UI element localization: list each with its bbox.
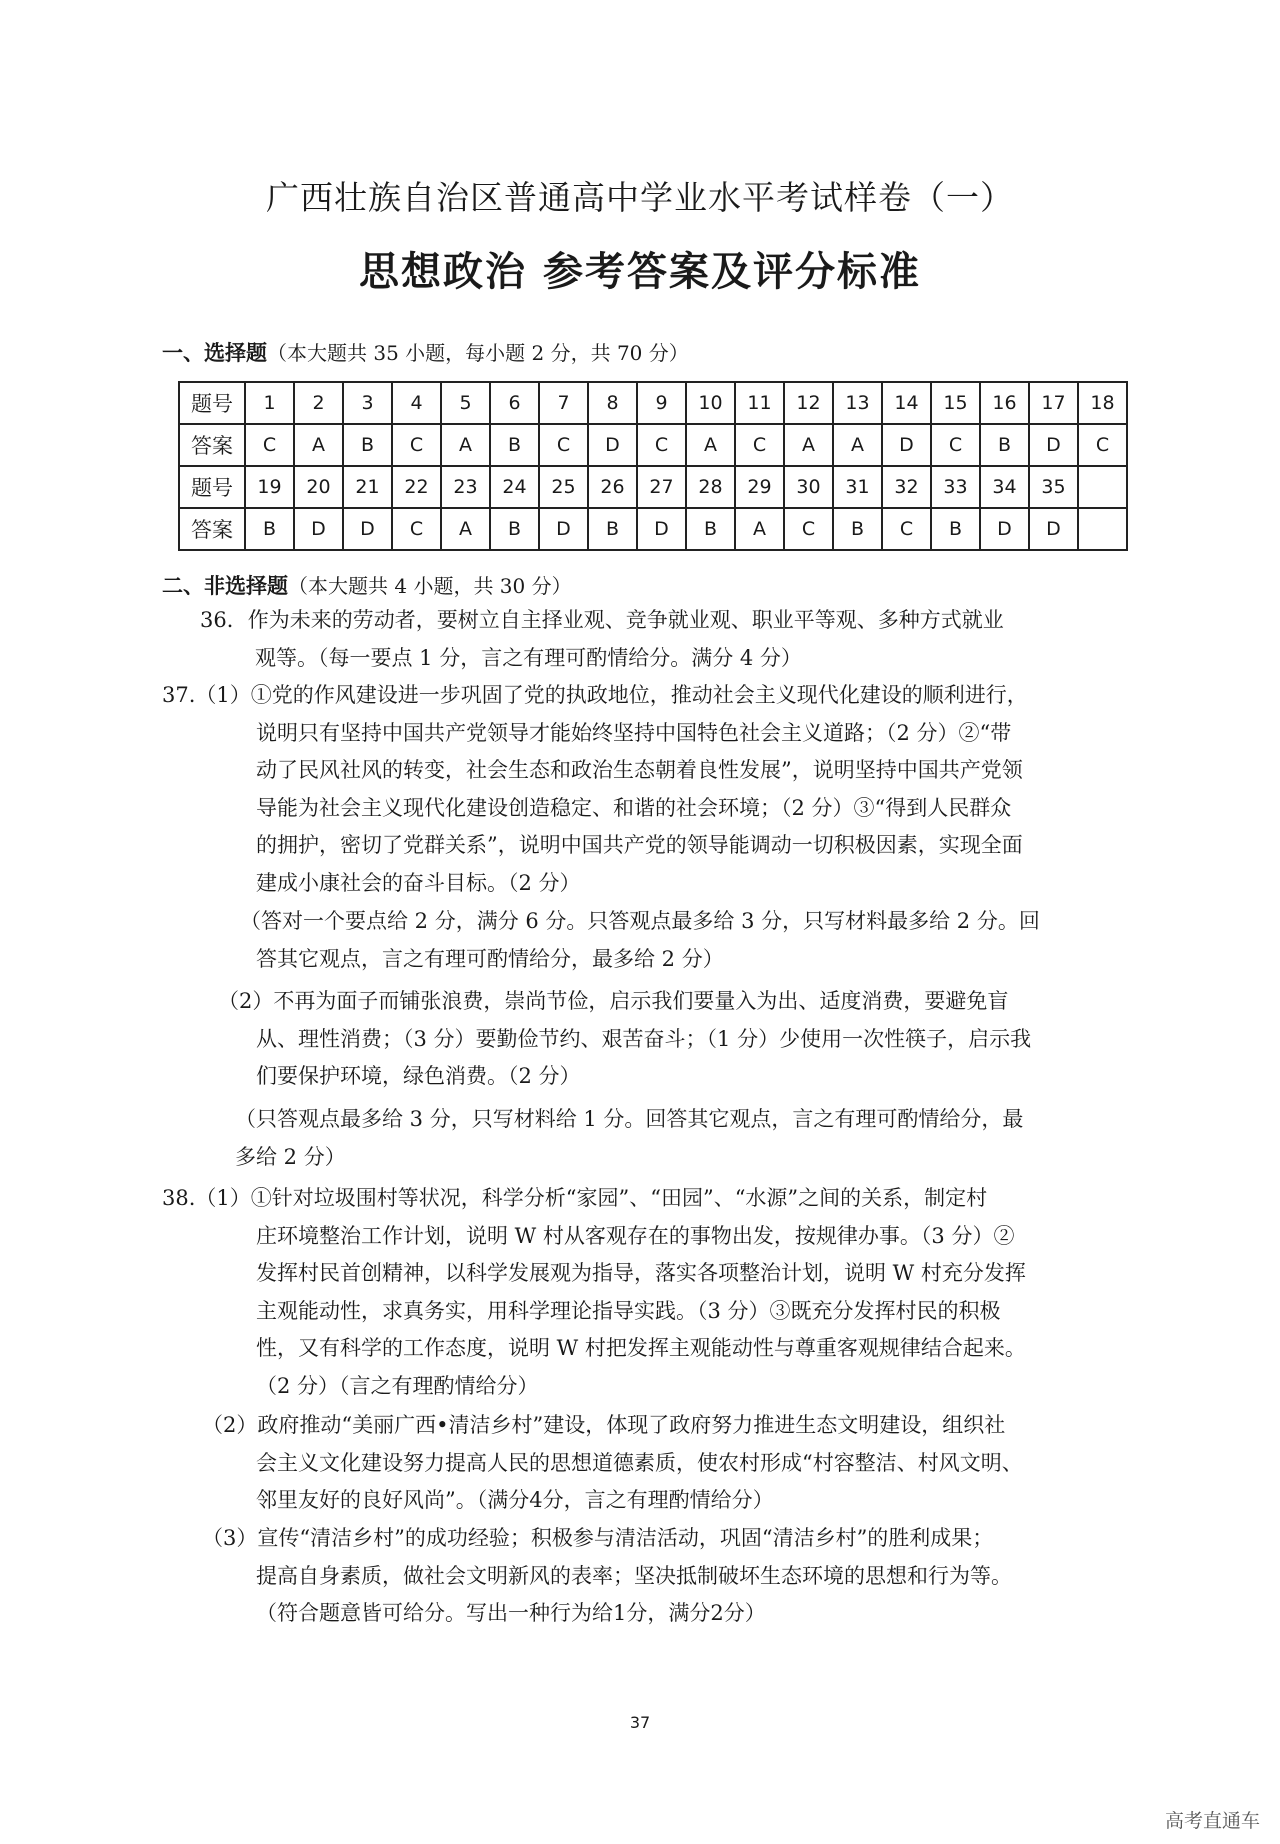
q38-p1-line: 庄环境整治工作计划，说明 W 村从客观存在的事物出发，按规律办事。（3 分）② — [256, 1223, 1015, 1248]
question-number-row — [179, 466, 1127, 508]
question-number-cell: 2 — [294, 382, 343, 424]
q38-p3-line: （符合题意皆可给分。写出一种行为给1分，满分2分） — [256, 1601, 766, 1625]
answer-cell: C — [931, 424, 980, 466]
q36-line: 观等。（每一要点 1 分，言之有理可酌情给分。满分 4 分） — [255, 645, 802, 670]
answer-cell — [1078, 508, 1127, 550]
question-number-cell: 13 — [833, 382, 882, 424]
q38-p3-line: 提高自身素质，做社会文明新风的表率；坚决抵制破坏生态环境的思想和行为等。 — [256, 1563, 1012, 1588]
question-38-part-1 — [162, 1180, 1026, 1405]
answer-key-title: 思想政治 参考答案及评分标准 — [359, 249, 921, 295]
question-number-cell: 25 — [539, 466, 588, 508]
question-37-part-1-scoring — [240, 903, 1040, 978]
row-label-number: 题号 — [179, 466, 245, 508]
answer-cell: B — [588, 508, 637, 550]
question-number-cell: 5 — [441, 382, 490, 424]
answer-cell: B — [980, 424, 1029, 466]
q37-p1-note-line: 答其它观点，言之有理可酌情给分，最多给 2 分） — [256, 946, 724, 971]
question-37-part-1 — [162, 677, 1028, 902]
answer-cell: C — [1078, 424, 1127, 466]
q37-p2-line: 从、理性消费；（3 分）要勤俭节约、艰苦奋斗；（1 分）少使用一次性筷子，启示我 — [256, 1026, 1032, 1051]
question-number-cell: 31 — [833, 466, 882, 508]
question-number-cell: 16 — [980, 382, 1029, 424]
question-number-cell: 21 — [343, 466, 392, 508]
question-number-cell: 7 — [539, 382, 588, 424]
exam-title: 广西壮族自治区普通高中学业水平考试样卷（一） — [266, 178, 1014, 217]
answer-cell: A — [686, 424, 735, 466]
section-2-note: （本大题共 4 小题，共 30 分） — [288, 574, 572, 598]
q38-p1-line: （2 分）（言之有理酌情给分） — [256, 1373, 539, 1398]
question-number-cell: 14 — [882, 382, 931, 424]
question-number-cell: 26 — [588, 466, 637, 508]
question-number-cell: 12 — [784, 382, 833, 424]
answer-cell: A — [441, 508, 490, 550]
section-1-heading — [162, 337, 689, 367]
question-number-cell: 30 — [784, 466, 833, 508]
answer-cell: A — [294, 424, 343, 466]
answer-cell: C — [784, 508, 833, 550]
row-label-number: 题号 — [179, 382, 245, 424]
section-1-note: （本大题共 35 小题，每小题 2 分，共 70 分） — [267, 341, 689, 365]
question-number-cell: 24 — [490, 466, 539, 508]
answer-table — [178, 381, 1128, 551]
question-number-cell: 32 — [882, 466, 931, 508]
question-37-part-2-scoring — [235, 1101, 1023, 1176]
row-label-answer: 答案 — [179, 424, 245, 466]
answer-cell: D — [882, 424, 931, 466]
section-1-title: 一、选择题 — [162, 341, 267, 365]
answer-cell: C — [882, 508, 931, 550]
question-number-cell: 18 — [1078, 382, 1127, 424]
section-2-heading — [162, 570, 572, 600]
q37-p1-line: 建成小康社会的奋斗目标。（2 分） — [256, 870, 581, 895]
answer-row — [179, 508, 1127, 550]
question-number-cell: 33 — [931, 466, 980, 508]
question-number-cell: 34 — [980, 466, 1029, 508]
question-36 — [200, 602, 1004, 677]
page-number: 37 — [629, 1713, 651, 1732]
q37-p2-line: （2）不再为面子而铺张浪费，崇尚节俭，启示我们要量入为出、适度消费，要避免盲 — [218, 989, 1009, 1013]
section-2-title: 二、非选择题 — [162, 574, 288, 598]
answer-cell: C — [245, 424, 294, 466]
q36-line: 36．作为未来的劳动者，要树立自主择业观、竞争就业观、职业平等观、多种方式就业 — [200, 608, 1004, 632]
question-number-cell: 22 — [392, 466, 441, 508]
q38-p3-line: （3）宣传“清洁乡村”的成功经验；积极参与清洁活动，巩固“清洁乡村”的胜利成果； — [202, 1526, 994, 1550]
q38-p2-line: （2）政府推动“美丽广西•清洁乡村”建设，体现了政府努力推进生态文明建设，组织社 — [202, 1413, 1006, 1437]
question-38-part-3 — [202, 1520, 1012, 1633]
answer-cell: B — [343, 424, 392, 466]
row-label-answer: 答案 — [179, 508, 245, 550]
question-number-cell: 4 — [392, 382, 441, 424]
question-number-cell: 1 — [245, 382, 294, 424]
question-number-cell: 35 — [1029, 466, 1078, 508]
answer-cell: C — [392, 424, 441, 466]
answer-cell: D — [1029, 424, 1078, 466]
answer-cell: C — [735, 424, 784, 466]
answer-cell: D — [980, 508, 1029, 550]
answer-cell: C — [637, 424, 686, 466]
answer-cell: C — [539, 424, 588, 466]
question-number-cell: 27 — [637, 466, 686, 508]
answer-cell: B — [931, 508, 980, 550]
q37-p1-line: 导能为社会主义现代化建设创造稳定、和谐的社会环境；（2 分）③“得到人民群众 — [256, 795, 1012, 820]
answer-cell: C — [392, 508, 441, 550]
q38-p1-line: 38.（1）①针对垃圾围村等状况，科学分析“家园”、“田园”、“水源”之间的关系，制定村 — [162, 1186, 988, 1210]
answer-cell: B — [833, 508, 882, 550]
question-number-cell: 28 — [686, 466, 735, 508]
question-number-cell: 23 — [441, 466, 490, 508]
q38-p1-line: 性，又有科学的工作态度，说明 W 村把发挥主观能动性与尊重客观规律结合起来。 — [256, 1336, 1026, 1360]
question-number-cell: 19 — [245, 466, 294, 508]
answer-cell: B — [245, 508, 294, 550]
q37-p2-note-line: 多给 2 分） — [235, 1144, 346, 1169]
q37-p2-note-line: （只答观点最多给 3 分，只写材料给 1 分。回答其它观点，言之有理可酌情给分，最 — [235, 1107, 1024, 1131]
answer-cell: B — [490, 424, 539, 466]
question-number-cell: 8 — [588, 382, 637, 424]
answer-cell: A — [735, 508, 784, 550]
q37-p1-line: 说明只有坚持中国共产党领导才能始终坚持中国特色社会主义道路；（2 分）②“带 — [256, 720, 1012, 745]
question-number-cell: 15 — [931, 382, 980, 424]
question-number-cell: 17 — [1029, 382, 1078, 424]
question-38-part-2 — [202, 1407, 1023, 1520]
q37-p2-line: 们要保护环境，绿色消费。（2 分） — [256, 1064, 581, 1088]
q37-p1-line: 37.（1）①党的作风建设进一步巩固了党的执政地位，推动社会主义现代化建设的顺利进行， — [162, 683, 1028, 707]
q38-p2-line: 邻里友好的良好风尚”。（满分4分，言之有理酌情给分） — [256, 1488, 774, 1512]
question-number-cell: 6 — [490, 382, 539, 424]
question-number-cell: 11 — [735, 382, 784, 424]
answer-cell: D — [1029, 508, 1078, 550]
answer-cell: A — [833, 424, 882, 466]
question-number-cell: 9 — [637, 382, 686, 424]
q38-p1-line: 主观能动性，求真务实，用科学理论指导实践。（3 分）③既充分发挥村民的积极 — [256, 1298, 1001, 1323]
answer-cell: D — [588, 424, 637, 466]
q37-p1-note-line: （答对一个要点给 2 分，满分 6 分。只答观点最多给 3 分，只写材料最多给 2 分。回 — [240, 909, 1040, 933]
q37-p1-line: 的拥护，密切了党群关系”，说明中国共产党的领导能调动一切积极因素，实现全面 — [256, 833, 1023, 857]
q38-p1-line: 发挥村民首创精神，以科学发展观为指导，落实各项整治计划，说明 W 村充分发挥 — [256, 1261, 1026, 1285]
question-number-cell — [1078, 466, 1127, 508]
answer-cell: D — [294, 508, 343, 550]
q38-p2-line: 会主义文化建设努力提高人民的思想道德素质，使农村形成“村容整洁、村风文明、 — [256, 1450, 1023, 1475]
question-number-cell: 29 — [735, 466, 784, 508]
question-37-part-2 — [218, 983, 1031, 1096]
question-number-row — [179, 382, 1127, 424]
answer-cell: B — [686, 508, 735, 550]
answer-row — [179, 424, 1127, 466]
question-number-cell: 3 — [343, 382, 392, 424]
watermark: 高考直通车 — [1164, 1810, 1260, 1832]
answer-cell: D — [637, 508, 686, 550]
answer-cell: D — [539, 508, 588, 550]
question-number-cell: 20 — [294, 466, 343, 508]
question-number-cell: 10 — [686, 382, 735, 424]
answer-cell: D — [343, 508, 392, 550]
q37-p1-line: 动了民风社风的转变，社会生态和政治生态朝着良性发展”，说明坚持中国共产党领 — [256, 758, 1023, 782]
answer-cell: A — [441, 424, 490, 466]
answer-cell: B — [490, 508, 539, 550]
answer-cell: A — [784, 424, 833, 466]
